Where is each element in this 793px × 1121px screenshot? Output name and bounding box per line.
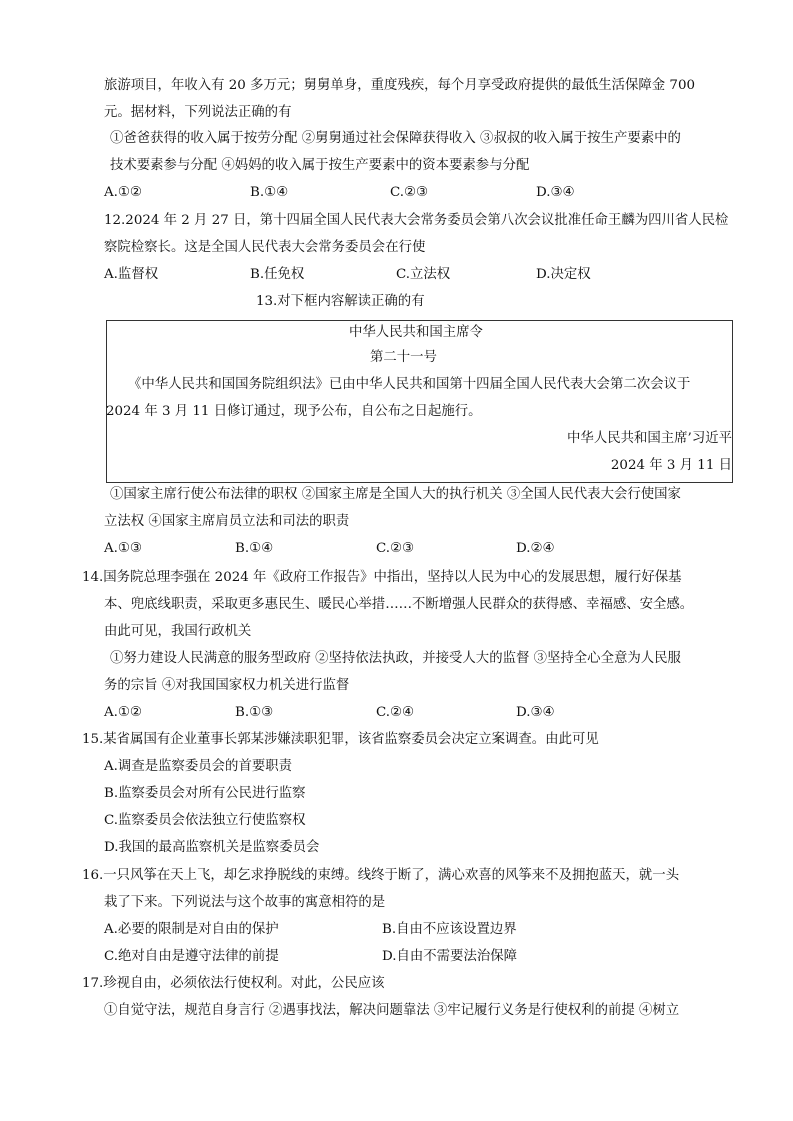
q15-option-d: D.我国的最高监察机关是监察委员会 bbox=[104, 840, 320, 855]
q13-statements-2: 立法权 ④国家主席肩员立法和司法的职责 bbox=[104, 514, 350, 529]
q11-option-a: A.①② bbox=[104, 185, 142, 200]
q15-option-c: C.监察委员会依法独立行使监察权 bbox=[104, 813, 306, 828]
q14-line-2: 本、兜底线职责，采取更多惠民生、暖民心举措……不断增强人民群众的获得感、幸福感、安全感。 bbox=[104, 597, 694, 612]
q12-option-c: C.立法权 bbox=[396, 267, 451, 282]
q14-option-b: B.①③ bbox=[235, 705, 274, 720]
q13-option-a: A.①③ bbox=[104, 541, 142, 556]
q13-statements-1: ①国家主席行使公布法律的职权 ②国家主席是全国人大的执行机关 ③全国人民代表大会行使国家 bbox=[110, 487, 681, 502]
q11-statements-2: 技术要素参与分配 ④妈妈的收入属于按生产要素中的资本要素参与分配 bbox=[110, 158, 530, 173]
q14-statements-1: ①努力建设人民满意的服务型政府 ②坚持依法执政，并接受人大的监督 ③坚持全心全意为人民服 bbox=[110, 651, 681, 666]
decree-number: 第二十一号 bbox=[370, 350, 437, 365]
q16-line-1: 16.一只风筝在天上飞，却乞求挣脱线的束缚。线终于断了，满心欢喜的风筝来不及拥抱蓝天，就一头 bbox=[82, 868, 680, 883]
q17-stem: 17.珍视自由，必须依法行使权利。对此，公民应该 bbox=[82, 976, 385, 991]
q14-option-a: A.①② bbox=[104, 705, 142, 720]
q11-line-2: 元。据材料，下列说法正确的有 bbox=[104, 105, 292, 120]
q16-option-a: A.必要的限制是对自由的保护 bbox=[104, 922, 279, 937]
q13-stem: 13.对下框内容解读正确的有 bbox=[256, 294, 425, 309]
q12-line-1: 12.2024 年 2 月 27 日，第十四届全国人民代表大会常务委员会第八次会议批准任命王麟为四川省人民检 bbox=[104, 213, 729, 228]
q11-option-c: C.②③ bbox=[390, 185, 429, 200]
q11-option-b: B.①④ bbox=[250, 185, 289, 200]
q15-option-b: B.监察委员会对所有公民进行监察 bbox=[104, 786, 306, 801]
q16-option-d: D.自由不需要法治保障 bbox=[382, 949, 518, 964]
decree-body-2: 2024 年 3 月 11 日修订通过，现予公布，自公布之日起施行。 bbox=[106, 404, 482, 419]
q15-stem: 15.某省属国有企业董事长郭某涉嫌渎职犯罪，该省监察委员会决定立案调查。由此可见 bbox=[82, 732, 599, 747]
q12-option-d: D.决定权 bbox=[536, 267, 591, 282]
q14-statements-2: 务的宗旨 ④对我国国家权力机关进行监督 bbox=[104, 678, 350, 693]
q14-option-d: D.③④ bbox=[516, 705, 555, 720]
q13-option-b: B.①④ bbox=[235, 541, 274, 556]
q17-statements-1: ①自觉守法，规范自身言行 ②遇事找法，解决问题靠法 ③牢记履行义务是行使权利的前提 ④树立 bbox=[104, 1003, 680, 1018]
q14-line-1: 14.国务院总理李强在 2024 年《政府工作报告》中指出，坚持以人民为中心的发展思想，履行好保基 bbox=[82, 570, 682, 585]
q12-option-a: A.监督权 bbox=[104, 267, 159, 282]
q15-option-a: A.调查是监察委员会的首要职责 bbox=[104, 759, 293, 774]
q11-line-1: 旅游项目，年收入有 20 多万元；舅舅单身，重度残疾，每个月享受政府提供的最低生活保障金 700 bbox=[104, 78, 695, 93]
q16-line-2: 栽了下来。下列说法与这个故事的寓意相符的是 bbox=[104, 895, 386, 910]
q14-line-3: 由此可见，我国行政机关 bbox=[104, 624, 252, 639]
q11-statements-1: ①爸爸获得的收入属于按劳分配 ②舅舅通过社会保障获得收入 ③叔叔的收入属于按生产要素中的 bbox=[110, 131, 681, 146]
q13-option-c: C.②③ bbox=[376, 541, 415, 556]
q14-option-c: C.②④ bbox=[376, 705, 415, 720]
q12-line-2: 察院检察长。这是全国人民代表大会常务委员会在行使 bbox=[104, 240, 426, 255]
decree-title: 中华人民共和国主席令 bbox=[349, 325, 483, 340]
decree-body-1: 《中华人民共和国国务院组织法》已由中华人民共和国第十四届全国人民代表大会第二次会议于 bbox=[128, 377, 691, 392]
decree-signer: 中华人民共和国主席’习近平 bbox=[567, 431, 732, 446]
q12-option-b: B.任免权 bbox=[250, 267, 305, 282]
q16-option-b: B.自由不应该设置边界 bbox=[382, 922, 517, 937]
q16-option-c: C.绝对自由是遵守法律的前提 bbox=[104, 949, 279, 964]
q11-option-d: D.③④ bbox=[536, 185, 575, 200]
q13-option-d: D.②④ bbox=[516, 541, 555, 556]
decree-date: 2024 年 3 月 11 日 bbox=[610, 458, 732, 473]
